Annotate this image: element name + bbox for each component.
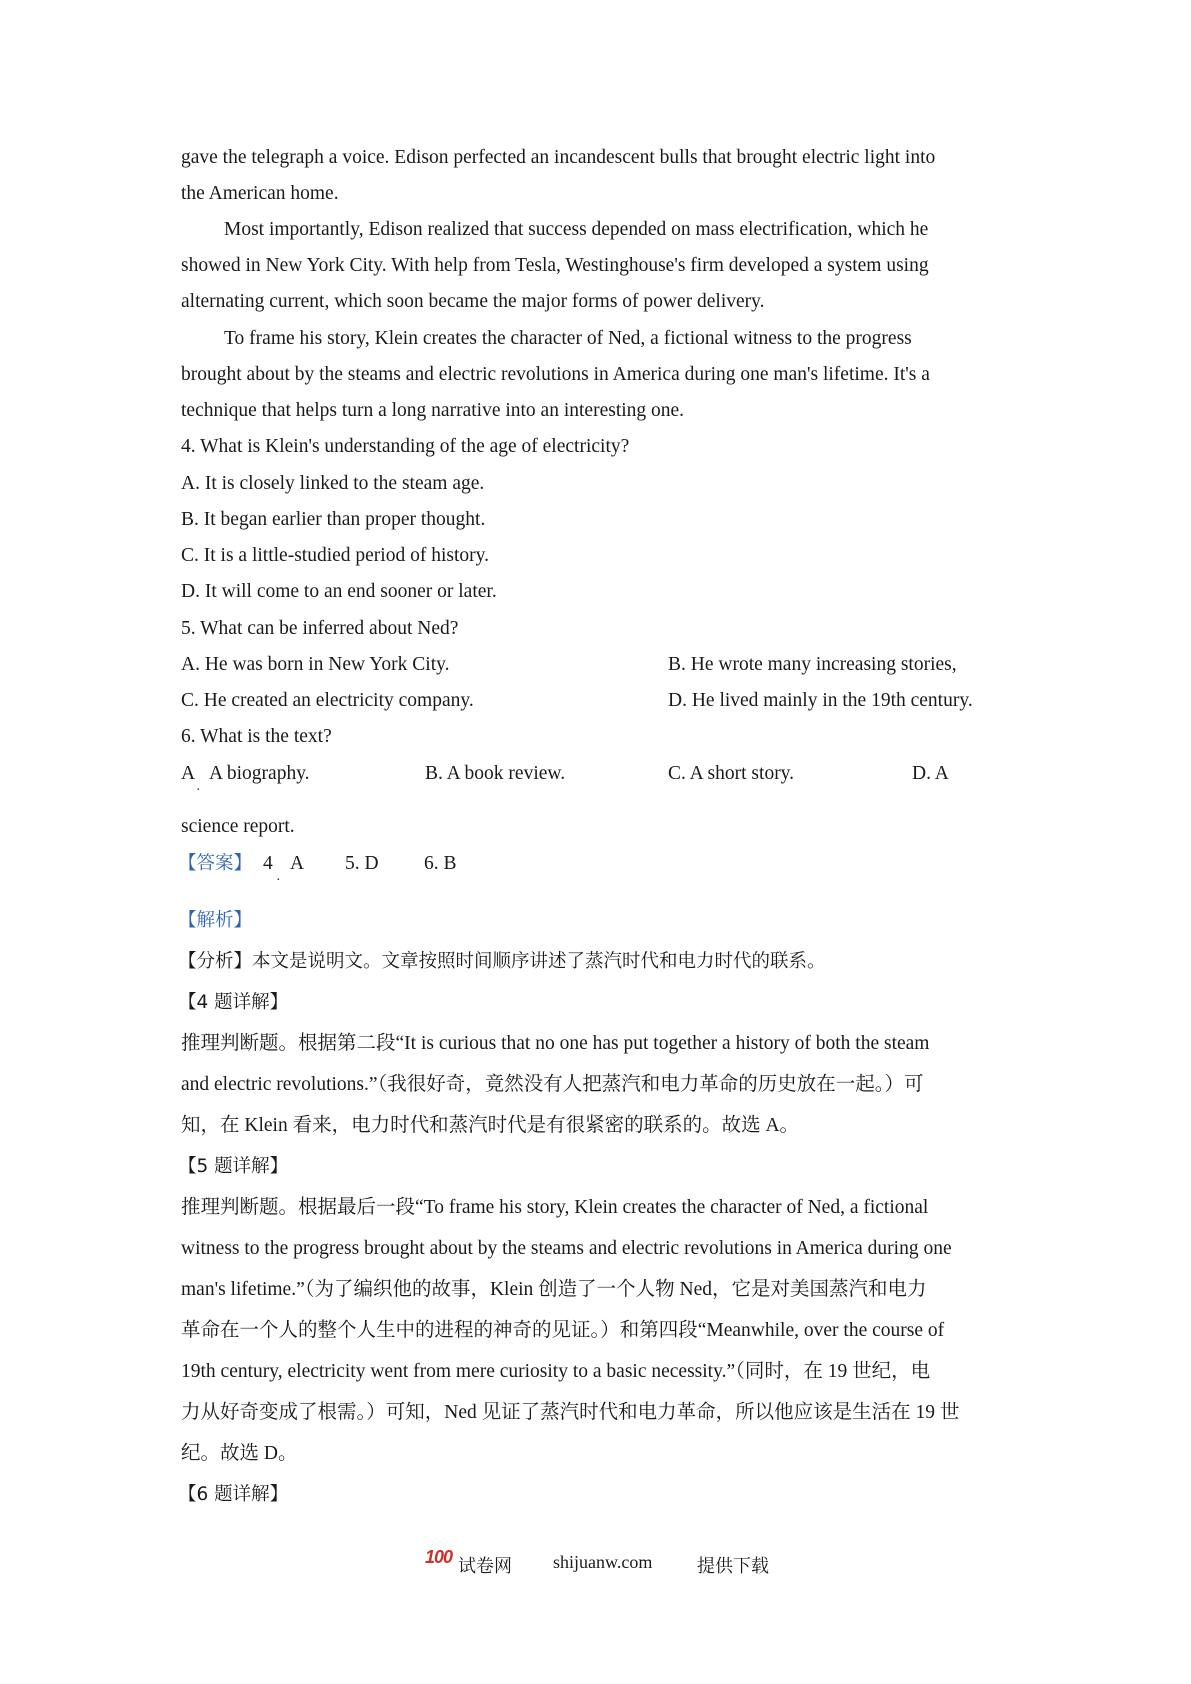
answer-4-value: A xyxy=(290,853,305,874)
option-6a-letter: A xyxy=(181,763,196,784)
option-6b: B. A book review. xyxy=(425,763,566,784)
site-logo: 100 xyxy=(425,1547,453,1567)
detail-line: man's lifetime.”（为了编织他的故事，Klein 创造了一个人物 Ned，它是对美国蒸汽和电力 xyxy=(181,1279,927,1300)
answer-5: 5. D xyxy=(345,853,379,874)
option-5d: D. He lived mainly in the 19th century. xyxy=(668,690,973,711)
detail-line: 推理判断题。根据第二段“It is curious that no one has put together a history of both the steam xyxy=(181,1033,930,1054)
detail-heading-6: 【6 题详解】 xyxy=(178,1484,289,1505)
question-5: 5. What can be inferred about Ned? xyxy=(181,618,459,639)
detail-line: 纪。故选 D。 xyxy=(181,1443,298,1464)
detail-heading-5: 【5 题详解】 xyxy=(178,1156,289,1177)
passage-line: Most importantly, Edison realized that success depended on mass electrification, which he xyxy=(224,219,929,240)
passage-line: brought about by the steams and electric revolutions in America during one man's lifetime. It's a xyxy=(181,364,930,385)
option-5a: A. He was born in New York City. xyxy=(181,654,450,675)
option-6d: D. A xyxy=(912,763,949,784)
passage-line: technique that helps turn a long narrative into an interesting one. xyxy=(181,400,685,421)
option-6c: C. A short story. xyxy=(668,763,795,784)
option-6d-continued: science report. xyxy=(181,816,295,837)
analysis-summary: 【分析】本文是说明文。文章按照时间顺序讲述了蒸汽时代和电力时代的联系。 xyxy=(178,951,826,972)
option-4b: B. It began earlier than proper thought. xyxy=(181,509,486,530)
passage-line: alternating current, which soon became the major forms of power delivery. xyxy=(181,291,765,312)
detail-line: 革命在一个人的整个人生中的进程的神奇的见证。）和第四段“Meanwhile, over the course of xyxy=(181,1320,945,1341)
analysis-label: 【解析】 xyxy=(178,910,253,931)
option-5c: C. He created an electricity company. xyxy=(181,690,474,711)
detail-line: 推理判断题。根据最后一段“To frame his story, Klein creates the character of Ned, a fictional xyxy=(181,1197,929,1218)
detail-line: witness to the progress brought about by the steams and electric revolutions in America during one xyxy=(181,1238,952,1259)
answer-6: 6. B xyxy=(424,853,457,874)
detail-heading-4: 【4 题详解】 xyxy=(178,992,289,1013)
site-domain[interactable]: shijuanw.com xyxy=(553,1552,653,1572)
emphasis-dot: · xyxy=(276,873,281,888)
site-name: 试卷网 xyxy=(458,1556,512,1577)
detail-line: and electric revolutions.”（我很好奇，竟然没有人把蒸汽和电力革命的历史放在一起。）可 xyxy=(181,1074,924,1095)
passage-line: the American home. xyxy=(181,183,339,204)
detail-line: 知，在 Klein 看来，电力时代和蒸汽时代是有很紧密的联系的。故选 A。 xyxy=(181,1115,800,1136)
option-4d: D. It will come to an end sooner or later. xyxy=(181,581,497,602)
passage-line: showed in New York City. With help from Tesla, Westinghouse's firm developed a system using xyxy=(181,255,929,276)
answer-label: 【答案】 xyxy=(178,853,253,874)
detail-line: 19th century, electricity went from mere curiosity to a basic necessity.”（同时，在 19 世纪，电 xyxy=(181,1361,931,1382)
question-4: 4. What is Klein's understanding of the age of electricity? xyxy=(181,436,630,457)
emphasis-dot: · xyxy=(196,783,201,798)
passage-line: To frame his story, Klein creates the character of Ned, a fictional witness to the progress xyxy=(224,328,912,349)
question-6: 6. What is the text? xyxy=(181,726,332,747)
option-4a: A. It is closely linked to the steam age. xyxy=(181,473,485,494)
option-4c: C. It is a little-studied period of history. xyxy=(181,545,489,566)
option-5b: B. He wrote many increasing stories, xyxy=(668,654,957,675)
footer-slogan: 提供下载 xyxy=(697,1556,769,1577)
detail-line: 力从好奇变成了根需。）可知，Ned 见证了蒸汽时代和电力革命，所以他应该是生活在 19 世 xyxy=(181,1402,960,1423)
passage-line: gave the telegraph a voice. Edison perfected an incandescent bulls that brought electric light into xyxy=(181,147,936,168)
answer-4-number: 4 xyxy=(263,853,273,874)
option-6a: A biography. xyxy=(209,763,310,784)
